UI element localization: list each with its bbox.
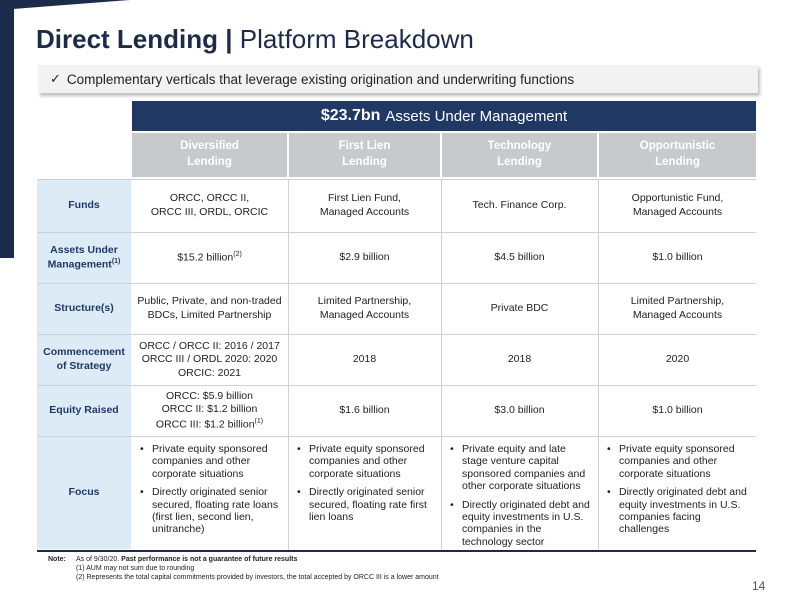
row-label-focus [37, 437, 131, 549]
row-label-equity [37, 386, 131, 436]
footnote-2: (2) Represents the total capital commitments provided by investors, the total accepted by ORCC III is a lower amount [76, 574, 439, 582]
cell-text: ORCIC: 2021 [177, 366, 241, 379]
top-accent-corner [0, 0, 130, 10]
bullet-item: • Private equity sponsored companies and other corporate situations [138, 443, 281, 480]
row-label-text: Focus [68, 486, 100, 499]
cell-text: ORCC, ORCC II, [169, 192, 250, 205]
cell-text: ORCC: $5.9 billion [166, 389, 253, 402]
bullet-item: • Directly originated senior secured, floating rate loans (first lien, second lien, unitranche) [138, 486, 281, 536]
cell-commencement-opportunistic [599, 335, 756, 385]
cell-text: $2.9 billion [339, 251, 390, 264]
cell-equity-opportunistic [599, 386, 756, 436]
cell-text: Managed Accounts [319, 309, 410, 321]
row-label-text: Equity Raised [49, 404, 119, 417]
cell-structure-diversified [132, 284, 287, 334]
left-accent-bar [0, 0, 14, 258]
row-label-text: Structure(s) [54, 302, 114, 315]
aum-header [132, 101, 756, 131]
column-header-diversified [132, 133, 287, 177]
title-light: Platform Breakdown [239, 24, 474, 54]
row-label-funds [37, 180, 131, 232]
key-message-banner [38, 65, 758, 93]
page-number: 14 [752, 579, 766, 593]
footnote-1: (1) AUM may not sum due to rounding [76, 565, 195, 573]
cell-text: $1.0 billion [652, 404, 703, 417]
cell-text: Limited Partnership, [630, 295, 725, 308]
row-label-commencement [37, 335, 131, 385]
cell-text: ORCC II: $1.2 billion [161, 403, 258, 416]
column-header-line: Lending [187, 156, 232, 168]
column-header-line: Diversified [180, 140, 239, 153]
cell-structure-technology [442, 284, 597, 334]
cell-aum-opportunistic [599, 233, 756, 283]
row-label-text: Funds [68, 199, 100, 212]
cell-text: Managed Accounts [319, 206, 410, 218]
cell-text: Opportunistic Fund, [631, 192, 724, 205]
cell-aum-technology [442, 233, 597, 283]
cell-text: $4.5 billion [494, 251, 545, 264]
cell-text: ORCC III: $1.2 billion [155, 418, 255, 431]
column-header-line: First Lien [338, 140, 391, 153]
row-label-structure [37, 284, 131, 334]
note-disclaimer: Past performance is not a guarantee of future results [121, 556, 298, 563]
column-header-opportunistic [599, 133, 756, 177]
aum-label: Assets Under Management [385, 107, 568, 125]
aum-value: $23.7bn [320, 107, 381, 124]
cell-focus-technology [442, 437, 597, 549]
cell-text: Public, Private, and non-traded [137, 295, 282, 308]
cell-text: $15.2 billion [177, 251, 234, 264]
cell-equity-diversified [132, 386, 287, 436]
column-header-technology [442, 133, 597, 177]
column-header-line: Opportunistic [639, 140, 716, 153]
cell-equity-technology [442, 386, 597, 436]
column-header-line: Lending [497, 156, 542, 168]
bullet-item: • Private equity and late stage venture capital sponsored companies and other corporate situations [448, 443, 591, 493]
footnote-marker: (1) [111, 258, 121, 266]
cell-aum-diversified [132, 233, 287, 283]
column-header-line: Lending [655, 156, 700, 168]
cell-aum-first-lien [289, 233, 440, 283]
title-bold: Direct Lending [36, 24, 219, 54]
cell-text: ORCC / ORCC II: 2016 / 2017 [139, 339, 280, 352]
bullet-item: • Private equity sponsored companies and other corporate situations [605, 443, 750, 480]
cell-text: Managed Accounts [632, 309, 723, 321]
cell-equity-first-lien [289, 386, 440, 436]
cell-text: First Lien Fund, [328, 192, 401, 205]
note-date: As of 9/30/20. [76, 556, 120, 563]
note-label: Note: [48, 556, 66, 563]
footnote-marker: (1) [254, 418, 264, 426]
page-title [36, 24, 474, 55]
footnote-marker: (2) [233, 251, 242, 259]
cell-funds-first-lien [289, 180, 440, 232]
cell-text: Private BDC [490, 302, 549, 315]
checkmark-icon: ✓ [50, 71, 61, 86]
cell-structure-opportunistic [599, 284, 756, 334]
cell-text: $1.0 billion [652, 251, 703, 264]
cell-funds-opportunistic [599, 180, 756, 232]
cell-text: 2018 [507, 353, 532, 366]
cell-focus-diversified [132, 437, 287, 549]
cell-funds-technology [442, 180, 597, 232]
cell-text: 2018 [352, 353, 377, 366]
banner-text: Complementary verticals that leverage existing origination and underwriting functions [66, 71, 575, 87]
cell-focus-first-lien [289, 437, 440, 549]
cell-text: BDCs, Limited Partnership [147, 309, 272, 321]
cell-funds-diversified [132, 180, 287, 232]
row-label-text: Management [47, 258, 112, 271]
cell-structure-first-lien [289, 284, 440, 334]
column-header-line: Technology [487, 140, 552, 153]
bullet-item: • Directly originated debt and equity investments in U.S. companies facing challenges [605, 486, 750, 536]
cell-focus-opportunistic [599, 437, 756, 549]
row-label-text: Assets Under [50, 243, 118, 256]
cell-text: Tech. Finance Corp. [472, 199, 567, 212]
note-body [76, 555, 439, 582]
bullet-item: • Private equity sponsored companies and other corporate situations [295, 443, 434, 480]
title-separator: | [225, 24, 233, 54]
column-header-first-lien [289, 133, 440, 177]
cell-text: ORCC III / ORDL 2020: 2020 [141, 353, 278, 366]
bullet-item: • Directly originated senior secured, floating rate first lien loans [295, 486, 434, 523]
cell-text: 2020 [665, 353, 690, 366]
cell-text: Limited Partnership, [317, 295, 412, 308]
row-label-aum [37, 233, 131, 283]
cell-text: Managed Accounts [632, 206, 723, 218]
row-label-text: of Strategy [56, 360, 112, 372]
cell-text: $3.0 billion [494, 404, 545, 417]
table-bottom-rule [37, 550, 756, 552]
row-label-text: Commencement [43, 346, 125, 359]
cell-commencement-diversified [132, 335, 287, 385]
bullet-item: • Directly originated debt and equity investments in U.S. companies in the technology sector [448, 499, 591, 549]
cell-commencement-technology [442, 335, 597, 385]
cell-text: $1.6 billion [339, 404, 390, 417]
cell-commencement-first-lien [289, 335, 440, 385]
column-header-line: Lending [342, 156, 387, 168]
cell-text: ORCC III, ORDL, ORCIC [150, 206, 269, 218]
